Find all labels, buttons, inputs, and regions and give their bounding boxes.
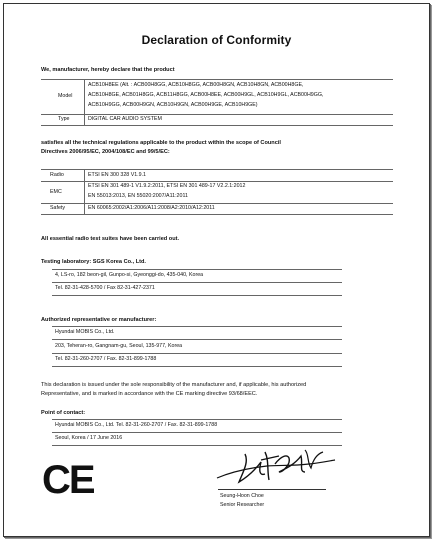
authorized-phone: Tel. 82-31-260-2707 / Fax. 82-31-899-1788 [55,356,157,362]
model-label: Model [58,93,73,99]
radio-tests-text: All essential radio test suites have been carried out. [41,236,180,242]
testing-lab-address: 4, LS-ro, 182 beon-gil, Gunpo-si, Gyeonggi-do, 435-040, Korea [55,272,204,278]
intro-text: We, manufacturer, hereby declare that the product [41,67,175,73]
signature-icon [209,442,339,492]
model-line: ACB10H9GG, ACB00H9GN, ACB10H9GN, ACB00H9GE, ACB10H9GE) [88,102,258,108]
radio-label: Radio [50,172,64,178]
authorized-address: 203, Teheran-ro, Gangnam-gu, Seoul, 135-977, Korea [55,343,183,349]
type-value: DIGITAL CAR AUDIO SYSTEM [88,116,162,122]
responsibility-text: This declaration is issued under the sole responsibility of the manufacturer and, if applicable, his authorized [41,382,307,388]
emc-line: ETSI EN 301 489-1 V1.9.2:2011, ETSI EN 301 489-17 V2.2.1:2012 [88,183,246,189]
authorized-name: Hyundai MOBIS Co., Ltd. [55,329,115,335]
contact-heading: Point of contact: [41,410,86,416]
signatory-title: Senior Researcher [220,502,265,508]
emc-label: EMC [50,189,62,195]
satisfies-text: Directives 2006/95/EC, 2004/108/EC and 99/5/EC: [41,149,170,155]
testing-lab-phone: Tel. 82-31-428-5700 / Fax 82-31-427-2371 [55,285,155,291]
type-label: Type [58,116,70,122]
contact-line: Hyundai MOBIS Co., Ltd. Tel. 82-31-260-2707 / Fax. 82-31-899-1788 [55,422,218,428]
satisfies-text: satisfies all the technical regulations applicable to the product within the scope of Council [41,140,281,146]
page-title: Declaration of Conformity [141,33,292,47]
ce-mark: CE [42,458,94,502]
radio-value: ETSI EN 300 328 V1.9.1 [88,172,147,178]
signatory-name: Seung-Hoon Choe [220,493,264,499]
responsibility-text: Representative, and is marked in accordance with the CE marking directive 93/68/EEC. [41,391,258,397]
testing-lab-heading: Testing laboratory: SGS Korea Co., Ltd. [41,259,146,265]
safety-value: EN 60065:2002/A1:2006/A11:2008/A2:2010/A12:2011 [88,205,215,211]
authorized-heading: Authorized representative or manufacturer: [41,317,157,323]
contact-place-date: Seoul, Korea / 17 June 2016 [55,435,123,441]
declaration-page [3,3,430,537]
model-line: ACB10H8GE, ACB01H8GG, ACB11H8GG, ACB00H8EE, ACB00H9GL, ACB10H9GL, ACB00H9GG, [88,92,324,98]
model-line: ACB10H8EE (Alt. : ACB00H8GG, ACB10H8GG, ACB00H8GN, ACB10H8GN, ACB00H8GE, [88,82,304,88]
safety-label: Safety [50,205,66,211]
emc-line: EN 55013:2013, EN 55020:2007/A11:2011 [88,193,188,199]
